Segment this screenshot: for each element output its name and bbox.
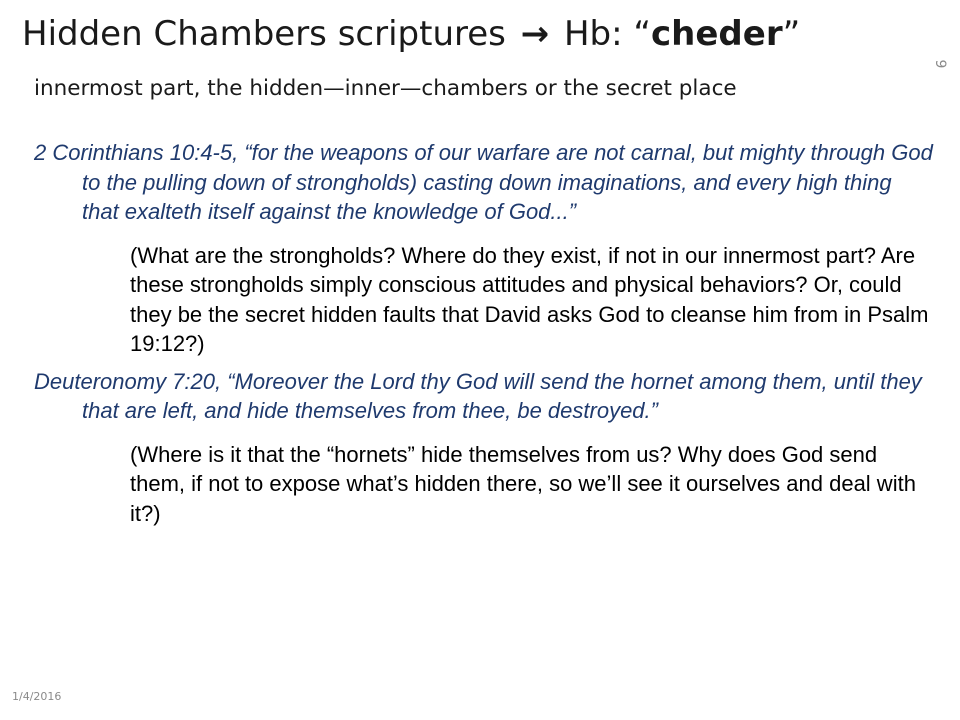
verse-deuteronomy: Deuteronomy 7:20, “Moreover the Lord thy God will send the hornet among them, until they that are left, and hide themselves from thee, be destroyed.” [34, 368, 922, 423]
comment-strongholds: (What are the strongholds? Where do they exist, if not in our innermost part? Are these strongholds simply conscious attitudes and physical behaviors? Or, could they be the secret hidden faults that David asks God to cleanse him from in Psalm 19:12?) [130, 242, 929, 356]
verse-2-corinthians: 2 Corinthians 10:4-5, “for the weapons of our warfare are not carnal, but mighty through God to the pulling down of strongholds) casting down imaginations, and every high thing that exalteth itself against the knowledge of God...” [34, 140, 933, 224]
comment-hornets: (Where is it that the “hornets” hide themselves from us? Why does God send them, if not to expose what’s hidden there, so we’ll see it ourselves and deal with it?) [130, 441, 916, 526]
arrow-right-icon: → [520, 14, 550, 54]
title-suffix: ” [782, 14, 801, 54]
footer-date: 1/4/2016 [12, 690, 62, 703]
slide-title [22, 14, 800, 55]
hebrew-term: cheder [651, 14, 783, 54]
page-number: 9 [932, 59, 948, 69]
slide-body [34, 138, 934, 528]
title-prefix: Hidden Chambers scriptures [22, 14, 506, 54]
slide-subtitle: innermost part, the hidden—inner—chambers or the secret place [34, 76, 737, 101]
title-middle: Hb: “ [563, 14, 652, 54]
